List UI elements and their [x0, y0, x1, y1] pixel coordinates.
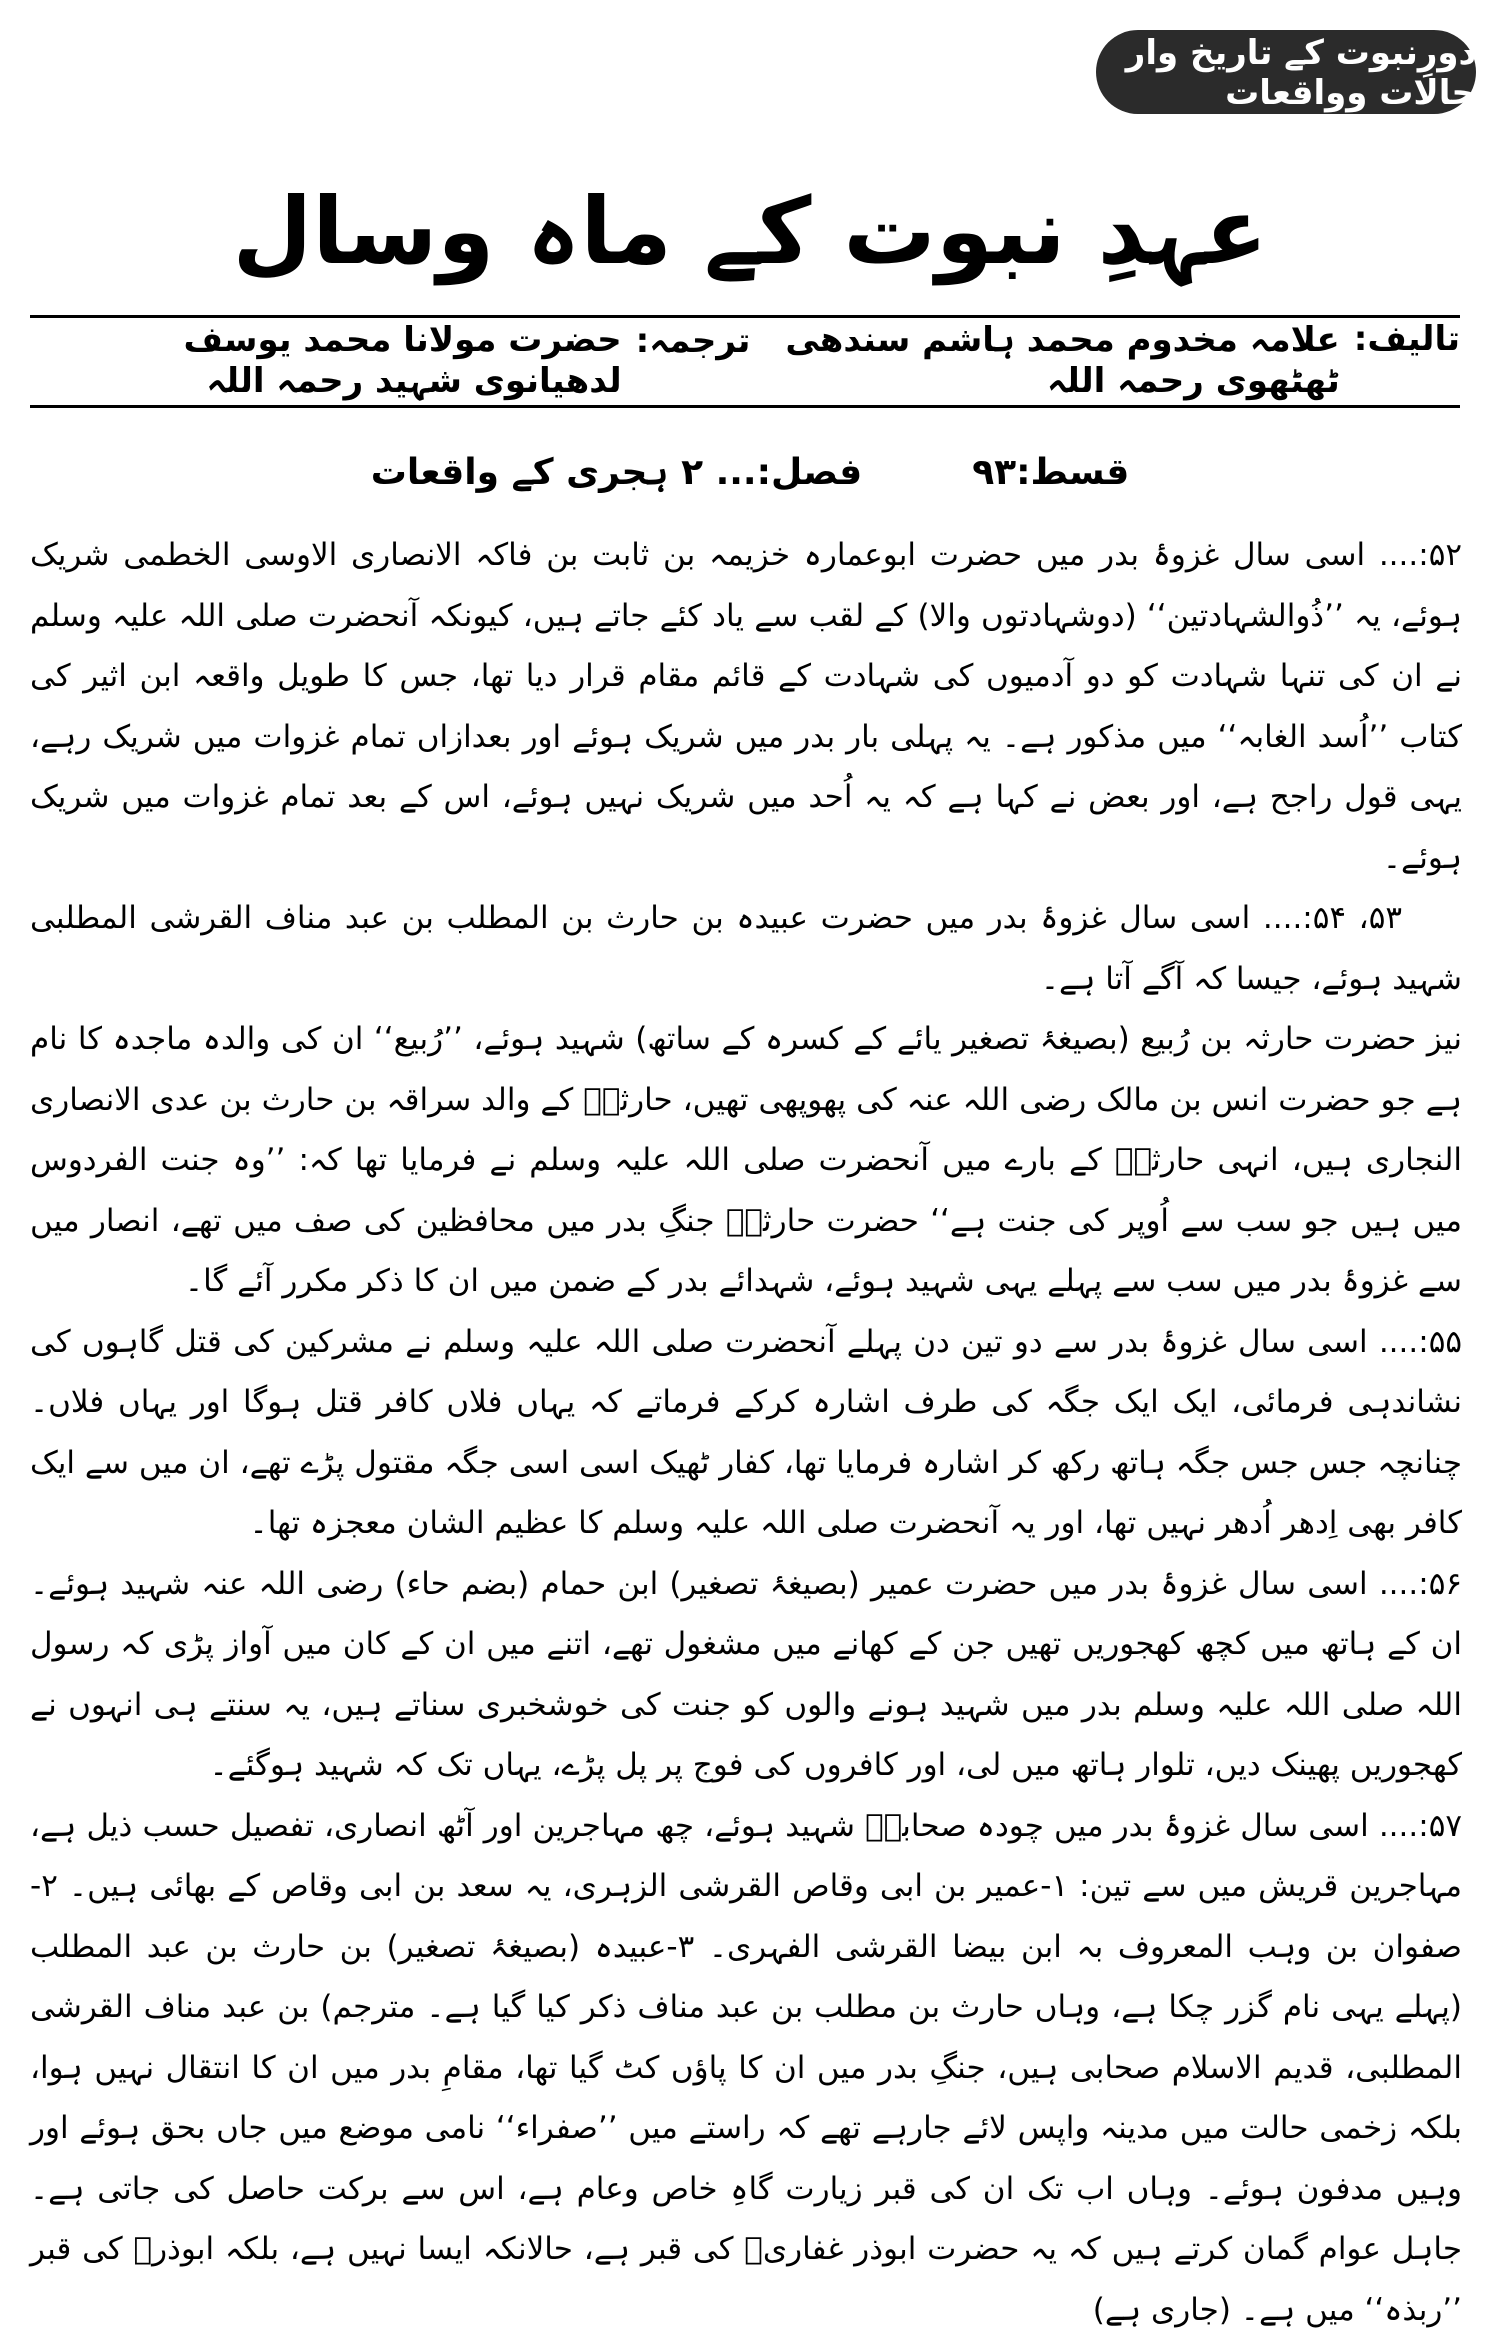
paragraph-56: ۵۶:.... اسی سال غزوۂ بدر میں حضرت عمیر (بصیغۂ تصغیر) ابن حمام (بضم حاء) رضی اللہ عنہ شہید ہوئے۔ ان کے ہاتھ میں کچھ کھجوریں تھیں جن کے کھانے میں مشغول تھے، اتنے میں ان کے کان میں آواز پڑی کہ رسول اللہ صلی اللہ علیہ وسلم بدر میں شہید ہونے والوں کو جنت کی خوشخبری سناتے ہیں، یہ سنتے ہی انہوں نے کھجوریں پھینک دیں، تلوار ہاتھ میں لی، اور کافروں کی فوج پر پل پڑے، یہاں تک کہ شہید ہوگئے۔: [30, 1554, 1462, 1796]
translator-credit: [30, 320, 750, 401]
paragraph-haritha: نیز حضرت حارثہ بن رُبیع (بصیغۂ تصغیر یائے کے کسرہ کے ساتھ) شہید ہوئے، ’’رُبیع‘‘ ان کی والدہ ماجدہ کا نام ہے جو حضرت انس بن مالک رضی اللہ عنہ کی پھوپھی تھیں، حارثہؓ کے والد سراقہ بن حارث بن عدی الانصاری النجاری ہیں، انہی حارثہؓ کے بارے میں آنحضرت صلی اللہ علیہ وسلم نے فرمایا تھا کہ: ’’وہ جنت الفردوس میں ہیں جو سب سے اُوپر کی جنت ہے‘‘ حضرت حارثہؓ جنگِ بدر میں محافظین کی صف میں تھے، انصار میں سے غزوۂ بدر میں سب سے پہلے یہی شہید ہوئے، شہدائے بدر کے ضمن میں ان کا ذکر مکرر آئے گا۔: [30, 1009, 1462, 1312]
page-title: عہدِ نبوت کے ماہ وسال: [0, 178, 1500, 285]
author-label: تالیف:: [1354, 319, 1460, 401]
article-body: [30, 525, 1462, 2340]
series-badge: [1096, 30, 1476, 114]
paragraph-53-54: ۵۳، ۵۴:.... اسی سال غزوۂ بدر میں حضرت عبیدہ بن حارث بن المطلب بن عبد مناف القرشی المطلبی شہید ہوئے، جیسا کہ آگے آتا ہے۔: [30, 888, 1462, 1009]
paragraph-55: ۵۵:.... اسی سال غزوۂ بدر سے دو تین دن پہلے آنحضرت صلی اللہ علیہ وسلم نے مشرکین کی قتل گاہوں کی نشاندہی فرمائی، ایک ایک جگہ کی طرف اشارہ کرکے فرماتے کہ یہاں فلاں کافر قتل ہوگا اور یہاں فلاں۔ چنانچہ جس جس جگہ ہاتھ رکھ کر اشارہ فرمایا تھا، کفار ٹھیک اسی اسی جگہ مقتول پڑے تھے، ان میں سے ایک کافر بھی اِدھر اُدھر نہیں تھا، اور یہ آنحضرت صلی اللہ علیہ وسلم کا عظیم الشان معجزہ تھا۔: [30, 1312, 1462, 1554]
byline: [30, 330, 1460, 390]
author-credit: [750, 319, 1460, 401]
paragraph-52: ۵۲:.... اسی سال غزوۂ بدر میں حضرت ابوعمارہ خزیمہ بن ثابت بن فاکہ الانصاری الاوسی الخطمی شریک ہوئے، یہ ’’ذُوالشہادتین‘‘ (دوشہادتوں والا) کے لقب سے یاد کئے جاتے ہیں، کیونکہ آنحضرت صلی اللہ علیہ وسلم نے ان کی تنہا شہادت کو دو آدمیوں کی شہادت کے قائم مقام قرار دیا تھا، جس کا طویل واقعہ ابن اثیر کی کتاب ’’اُسد الغابہ‘‘ میں مذکور ہے۔ یہ پہلی بار بدر میں شریک ہوئے اور بعدازاں تمام غزوات میں شریک رہے، یہی قول راجح ہے، اور بعض نے کہا ہے کہ یہ اُحد میں شریک نہیں ہوئے، اس کے بعد تمام غزوات میں شریک ہوئے۔: [30, 525, 1462, 888]
top-divider: [30, 315, 1460, 318]
installment-heading: [0, 452, 1500, 512]
translator-name: حضرت مولانا محمد یوسف لدھیانوی شہید رحمہ اللہ: [30, 320, 622, 401]
author-name: علامہ مخدوم محمد ہاشم سندھی ٹھٹھوی رحمہ اللہ: [750, 319, 1339, 401]
section-heading: فصل:... ۲ ہجری کے واقعات: [371, 452, 862, 512]
bottom-divider: [30, 405, 1460, 408]
paragraph-57: ۵۷:.... اسی سال غزوۂ بدر میں چودہ صحابہؓ شہید ہوئے، چھ مہاجرین اور آٹھ انصاری، تفصیل حسب ذیل ہے، مہاجرین قریش میں سے تین: ۱-عمیر بن ابی وقاص القرشی الزہری، یہ سعد بن ابی وقاص کے بھائی ہیں۔ ۲-صفوان بن وہب المعروف بہ ابن بیضا القرشی الفہری۔ ۳-عبیدہ (بصیغۂ تصغیر) بن حارث بن عبد المطلب (پہلے یہی نام گزر چکا ہے، وہاں حارث بن مطلب بن عبد مناف ذکر کیا گیا ہے۔ مترجم) بن عبد مناف القرشی المطلبی، قدیم الاسلام صحابی ہیں، جنگِ بدر میں ان کا پاؤں کٹ گیا تھا، مقامِ بدر میں ان کا انتقال نہیں ہوا، بلکہ زخمی حالت میں مدینہ واپس لائے جارہے تھے کہ راستے میں ’’صفراء‘‘ نامی موضع میں جاں بحق ہوئے اور وہیں مدفون ہوئے۔ وہاں اب تک ان کی قبر زیارت گاہِ خاص وعام ہے، اس سے برکت حاصل کی جاتی ہے۔ جاہل عوام گمان کرتے ہیں کہ یہ حضرت ابوذر غفاریؓ کی قبر ہے، حالانکہ ایسا نہیں ہے، بلکہ ابوذرؓ کی قبر ’’ربذہ‘‘ میں ہے۔ (جاری ہے): [30, 1796, 1462, 2340]
installment-number: قسط:۹۳: [972, 452, 1129, 512]
series-badge-label: دورِنبوت کے تاریخ وار حالات وواقعات: [1096, 32, 1476, 113]
translator-label: ترجمہ:: [636, 320, 751, 401]
